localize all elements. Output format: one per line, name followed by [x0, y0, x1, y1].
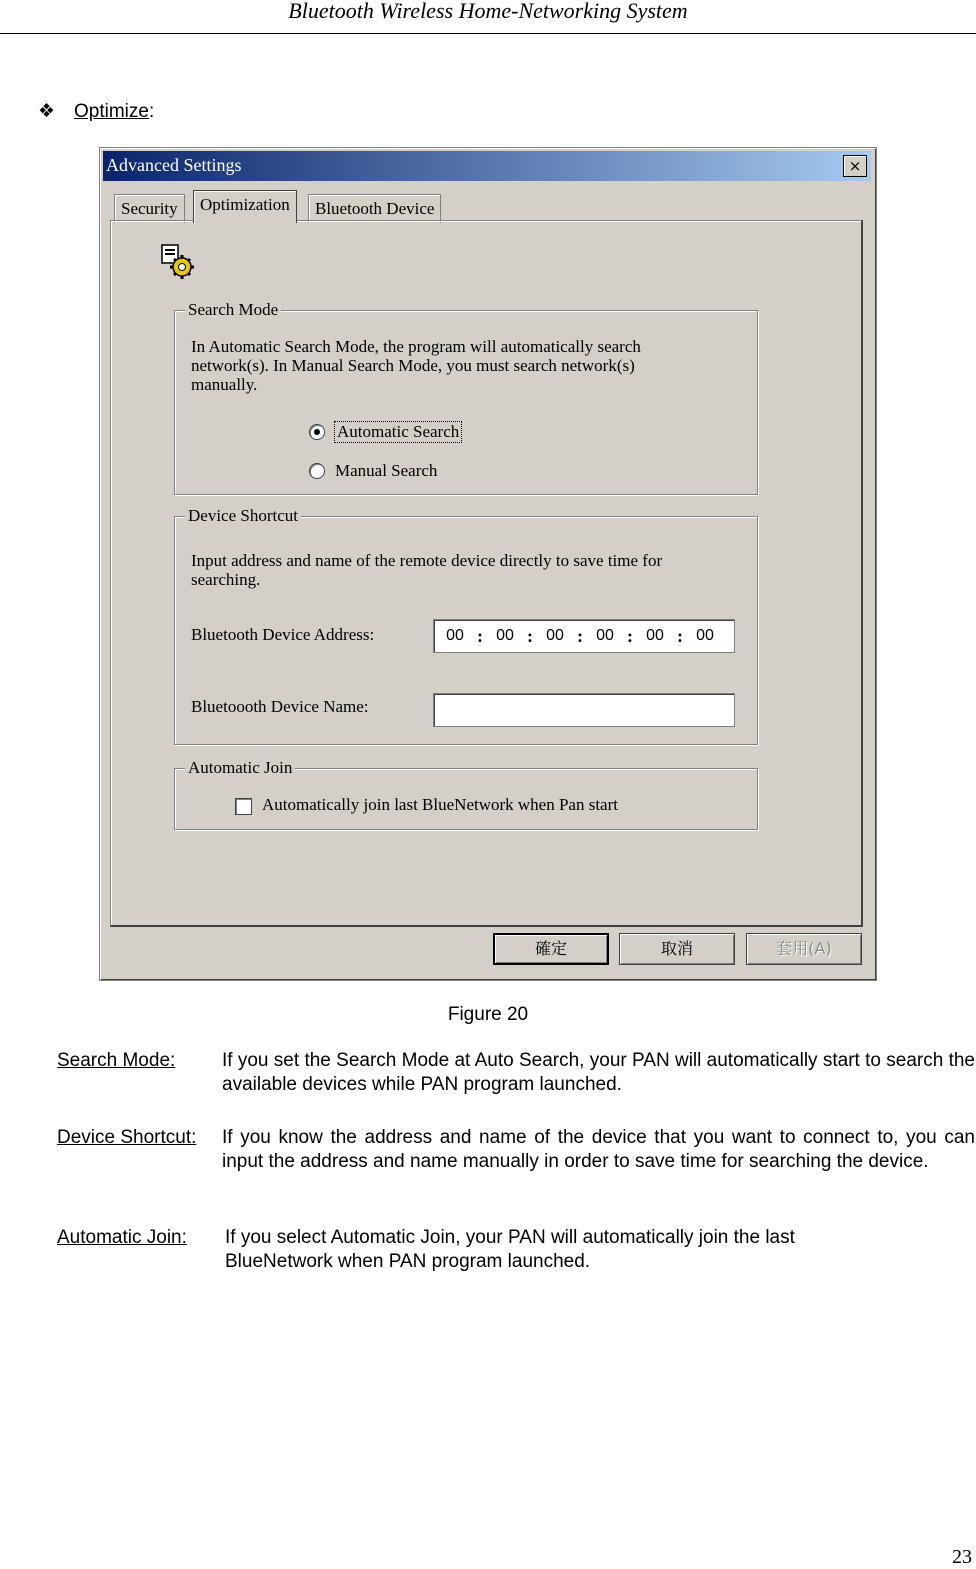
search-mode-group — [174, 300, 758, 495]
automatic-join-label[interactable]: Automatically join last BlueNetwork when Pan start — [262, 795, 618, 814]
page-header: Bluetooth Wireless Home-Networking System — [0, 0, 976, 34]
device-name-label: Bluetoooth Device Name: — [191, 697, 369, 716]
close-button[interactable] — [843, 155, 867, 177]
apply-button[interactable]: 套用(A) — [746, 933, 862, 965]
tab-bluetooth-device[interactable]: Bluetooth Device — [308, 194, 441, 223]
device-address-input[interactable] — [433, 619, 735, 653]
cancel-button[interactable]: 取消 — [619, 933, 735, 965]
address-octet-1[interactable]: 00 — [446, 627, 464, 644]
gear-settings-icon — [160, 244, 198, 282]
address-octet-4[interactable]: 00 — [596, 627, 614, 644]
automatic-search-option[interactable] — [309, 422, 461, 442]
close-icon: × — [848, 157, 862, 175]
definition-search-mode: If you set the Search Mode at Auto Search, your PAN will automatically start to search the available devices while PAN program launched. — [222, 1050, 975, 1095]
device-shortcut-description: Input address and name of the remote device directly to save time for searching. — [191, 551, 663, 589]
section-title — [38, 100, 154, 123]
manual-search-label[interactable]: Manual Search — [335, 461, 438, 480]
automatic-search-label[interactable]: Automatic Search — [337, 422, 460, 441]
search-mode-description: In Automatic Search Mode, the program will automatically search network(s). In Manual Search Mode, you must search network(s) manually. — [191, 337, 641, 394]
device-name-input[interactable] — [433, 693, 735, 727]
section-name: Optimize — [74, 101, 149, 122]
address-octet-6[interactable]: 00 — [696, 627, 714, 644]
title-bar[interactable] — [103, 151, 871, 181]
address-separator: : — [627, 625, 633, 646]
term-automatic-join: Automatic Join: — [57, 1227, 187, 1248]
diamond-bullet-icon: ❖ — [38, 101, 56, 122]
address-separator: : — [577, 625, 583, 646]
dialog-title: Advanced Settings — [106, 155, 242, 175]
address-octet-2[interactable]: 00 — [496, 627, 514, 644]
device-address-label: Bluetooth Device Address: — [191, 625, 375, 644]
advanced-settings-dialog — [99, 147, 877, 981]
section-colon: : — [148, 101, 155, 122]
address-octet-3[interactable]: 00 — [546, 627, 564, 644]
device-shortcut-group — [174, 506, 758, 745]
definition-automatic-join: If you select Automatic Join, your PAN will automatically join the last BlueNetwork when PAN program launched. — [225, 1227, 795, 1272]
term-device-shortcut: Device Shortcut: — [57, 1127, 197, 1148]
manual-search-option[interactable] — [309, 461, 437, 481]
manual-search-radio[interactable] — [309, 463, 325, 479]
figure-caption: Figure 20 — [447, 1004, 529, 1025]
address-octet-5[interactable]: 00 — [646, 627, 664, 644]
tab-optimization[interactable]: Optimization — [193, 190, 297, 223]
device-shortcut-legend: Device Shortcut — [185, 506, 301, 526]
tab-security[interactable]: Security — [114, 194, 185, 223]
definition-device-shortcut: If you know the address and name of the device that you want to connect to, you can input the address and name manually in order to save time for searching the device. — [222, 1127, 975, 1172]
automatic-search-radio[interactable] — [309, 424, 325, 440]
address-separator: : — [527, 625, 533, 646]
address-separator: : — [477, 625, 483, 646]
automatic-join-checkbox[interactable] — [235, 798, 252, 815]
ok-button[interactable]: 確定 — [493, 933, 609, 965]
automatic-join-legend: Automatic Join — [185, 758, 295, 778]
address-separator: : — [677, 625, 683, 646]
search-mode-legend: Search Mode — [185, 300, 281, 320]
page-number: 23 — [952, 1546, 972, 1568]
term-search-mode: Search Mode: — [57, 1050, 176, 1071]
automatic-join-group — [174, 758, 758, 830]
